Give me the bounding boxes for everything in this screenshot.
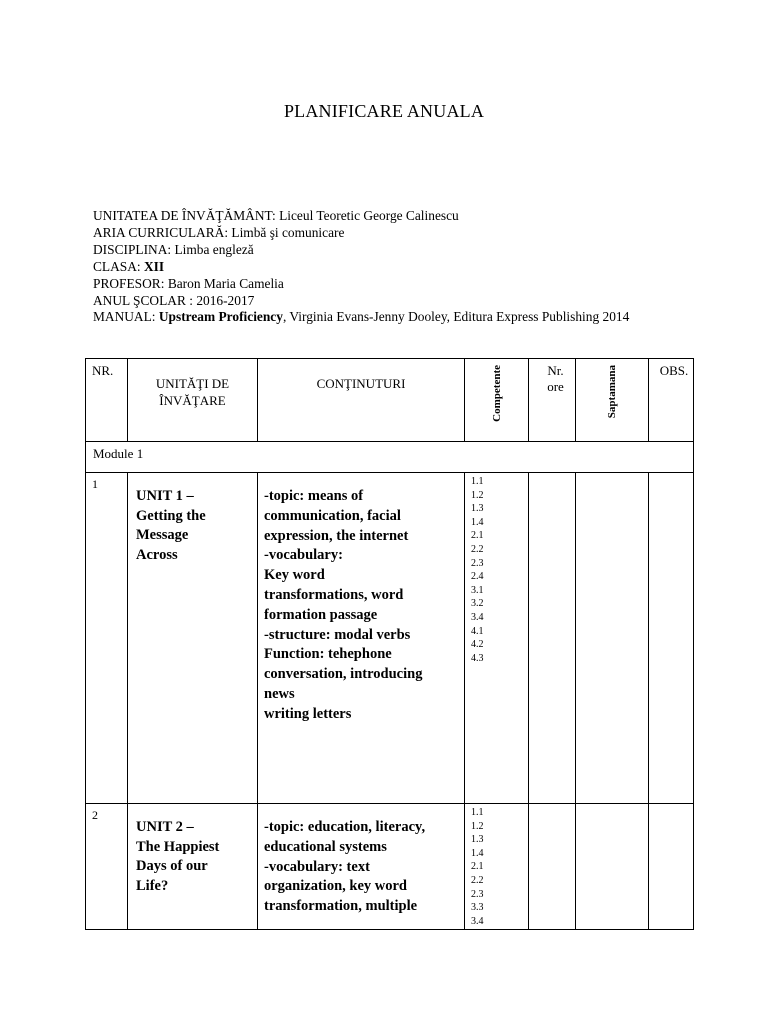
content-line: writing letters [264, 705, 352, 722]
content-line: transformation, multiple [264, 898, 418, 915]
header-obs: OBS. [649, 359, 694, 442]
competenta-item: 1.3 [471, 834, 484, 846]
header-continuturi: CONŢINUTURI [258, 359, 465, 442]
competenta-item: 3.4 [471, 915, 484, 927]
header-unitati: UNITĂŢI DE ÎNVĂŢARE [128, 359, 258, 442]
content-line: formation passage [264, 606, 378, 623]
info-anul: ANUL ŞCOLAR : 2016-2017 [93, 292, 255, 308]
unit-title-line: Getting the [136, 507, 206, 524]
competenta-item: 1.2 [471, 820, 484, 832]
competenta-item: 1.1 [471, 807, 484, 818]
content-line: communication, facial [264, 507, 401, 524]
info-disciplina: DISCIPLINA: Limba engleză [93, 241, 254, 257]
module-row [86, 442, 694, 473]
competenta-item: 1.1 [471, 476, 484, 487]
unit-title-line: Life? [136, 877, 169, 894]
row-competente [465, 473, 529, 804]
header-nr-ore: Nr. ore [529, 359, 576, 442]
header-nr: NR. [86, 359, 128, 442]
info-unitatea: UNITATEA DE ÎNVĂŢĂMÂNT: Liceul Teoretic George Calinescu [93, 208, 459, 223]
competenta-item: 2.3 [471, 888, 484, 900]
info-aria: ARIA CURRICULARĂ: Limbă şi comunicare [93, 224, 345, 240]
row-number: 2 [86, 804, 128, 930]
table-row [86, 804, 694, 930]
competenta-item: 1.3 [471, 503, 484, 515]
content-line: -structure: modal verbs [264, 626, 411, 643]
competenta-item: 4.3 [471, 652, 484, 664]
content-line: transformations, word [264, 586, 404, 603]
competenta-item: 1.4 [471, 516, 484, 528]
row-saptamana [576, 804, 649, 930]
info-manual: MANUAL: Upstream Proficiency, Virginia Evans-Jenny Dooley, Editura Express Publishing 2014 [93, 309, 630, 325]
info-profesor: PROFESOR: Baron Maria Camelia [93, 275, 284, 291]
content-line: conversation, introducing [264, 666, 423, 683]
unit-title-line: UNIT 2 – [136, 819, 194, 835]
competenta-item: 2.1 [471, 861, 484, 873]
competenta-item: 3.1 [471, 584, 484, 596]
content-line: expression, the internet [264, 527, 409, 544]
row-obs [649, 473, 694, 804]
competenta-item: 2.2 [471, 874, 484, 886]
row-content [258, 804, 465, 930]
competenta-item: 4.1 [471, 625, 484, 637]
content-line: -vocabulary: text [264, 858, 370, 875]
competenta-item: 4.2 [471, 639, 484, 651]
row-content [258, 473, 465, 804]
module-label: Module 1 [86, 442, 694, 473]
table-row [86, 473, 694, 804]
competenta-item: 2.1 [471, 530, 484, 542]
content-line: Key word [264, 567, 325, 584]
content-line: news [264, 685, 295, 702]
unit-title-line: The Happiest [136, 838, 220, 855]
content-line: organization, key word [264, 878, 407, 895]
unit-title-line: Message [136, 527, 189, 543]
row-unit-title [128, 804, 258, 930]
unit-title-line: Days of our [136, 858, 208, 874]
competenta-item: 2.4 [471, 571, 484, 583]
competenta-item: 2.3 [471, 557, 484, 569]
content-line: -topic: education, literacy, [264, 819, 426, 835]
competenta-item: 1.4 [471, 847, 484, 859]
competenta-item: 2.2 [471, 543, 484, 555]
row-saptamana [576, 473, 649, 804]
header-saptamana: Saptamana [576, 359, 649, 442]
row-number: 1 [86, 473, 128, 804]
content-line: Function: tehephone [264, 646, 392, 663]
info-clasa: CLASA: XII [93, 258, 165, 274]
competenta-item: 3.4 [471, 611, 484, 623]
row-competente [465, 804, 529, 930]
competenta-item: 3.3 [471, 902, 484, 914]
competenta-item: 3.2 [471, 598, 484, 610]
content-line: -topic: means of [264, 488, 364, 504]
row-unit-title [128, 473, 258, 804]
content-line: educational systems [264, 838, 387, 855]
row-obs [649, 804, 694, 930]
planning-table [85, 358, 694, 930]
document-info [93, 208, 633, 326]
table-header-row [86, 359, 694, 442]
unit-title-line: UNIT 1 – [136, 488, 194, 504]
content-line: -vocabulary: [264, 547, 343, 564]
row-nr-ore [529, 473, 576, 804]
header-competente: Competente [465, 359, 529, 442]
unit-title-line: Across [136, 546, 178, 563]
competenta-item: 1.2 [471, 489, 484, 501]
row-nr-ore [529, 804, 576, 930]
document-title: PLANIFICARE ANUALA [283, 101, 485, 121]
